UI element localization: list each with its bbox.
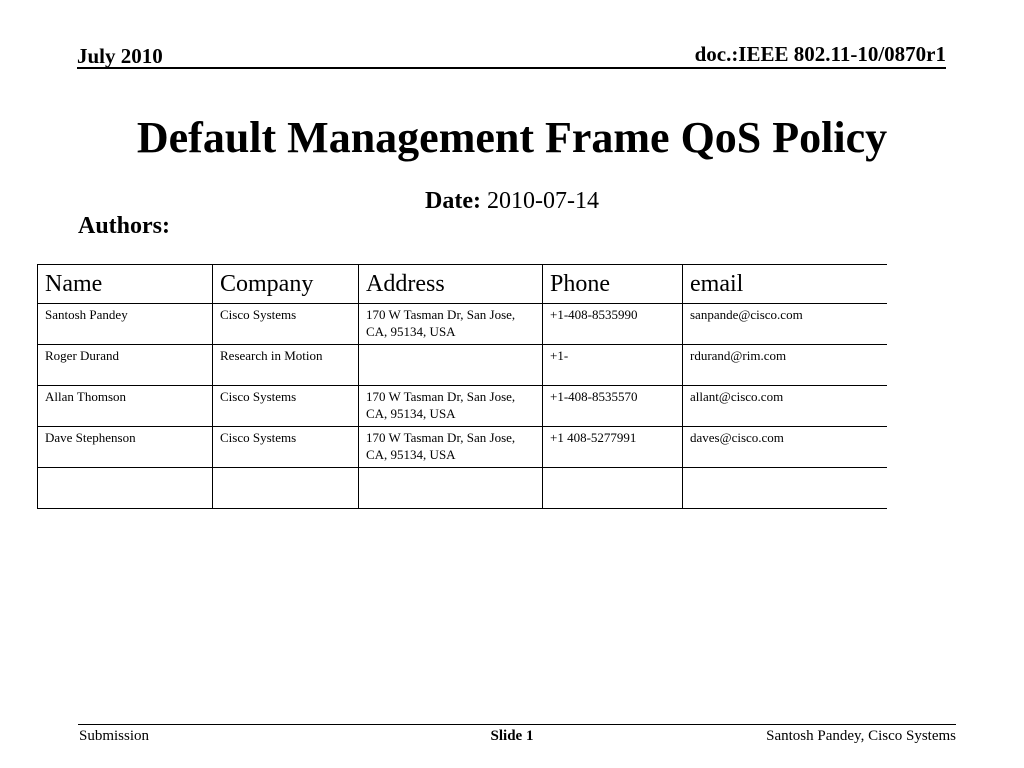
cell-address: 170 W Tasman Dr, San Jose, CA, 95134, USA (359, 386, 543, 427)
cell-phone (543, 468, 683, 509)
table-row (38, 345, 887, 386)
cell-email: rdurand@rim.com (683, 345, 887, 386)
column-header-company: Company (213, 265, 359, 304)
cell-company: Research in Motion (213, 345, 359, 386)
column-header-address: Address (359, 265, 543, 304)
cell-email (683, 468, 887, 509)
footer-divider (78, 724, 956, 725)
authors-table (37, 264, 887, 509)
footer-submission: Submission (79, 728, 150, 744)
slide-title: Default Management Frame QoS Policy (136, 113, 888, 162)
cell-address: 170 W Tasman Dr, San Jose, CA, 95134, USA (359, 304, 543, 345)
cell-name (38, 468, 213, 509)
cell-name: Dave Stephenson (38, 427, 213, 468)
cell-address (359, 345, 543, 386)
document-id: doc.:IEEE 802.11-10/0870r1 (694, 42, 946, 66)
cell-email: sanpande@cisco.com (683, 304, 887, 345)
date-label: Date: (425, 188, 481, 214)
column-header-email: email (683, 265, 887, 304)
table-row (38, 304, 887, 345)
cell-email: daves@cisco.com (683, 427, 887, 468)
cell-company (213, 468, 359, 509)
footer-author: Santosh Pandey, Cisco Systems (766, 728, 956, 744)
cell-company: Cisco Systems (213, 427, 359, 468)
authors-heading: Authors: (78, 213, 171, 239)
column-header-name: Name (38, 265, 213, 304)
cell-address (359, 468, 543, 509)
cell-address: 170 W Tasman Dr, San Jose, CA, 95134, USA (359, 427, 543, 468)
column-header-phone: Phone (543, 265, 683, 304)
cell-name: Roger Durand (38, 345, 213, 386)
table-row (38, 427, 887, 468)
date-value: 2010-07-14 (486, 188, 599, 214)
cell-email: allant@cisco.com (683, 386, 887, 427)
table-row (38, 386, 887, 427)
header-date: July 2010 (77, 44, 163, 68)
cell-company: Cisco Systems (213, 386, 359, 427)
table-header-row (38, 265, 887, 304)
date-line (0, 188, 1024, 215)
cell-company: Cisco Systems (213, 304, 359, 345)
cell-phone: +1-408-8535570 (543, 386, 683, 427)
cell-name: Allan Thomson (38, 386, 213, 427)
cell-phone: +1- (543, 345, 683, 386)
table-row (38, 468, 887, 509)
cell-phone: +1-408-8535990 (543, 304, 683, 345)
footer-slide-number: Slide 1 (490, 728, 534, 744)
cell-name: Santosh Pandey (38, 304, 213, 345)
header-divider (77, 67, 946, 69)
cell-phone: +1 408-5277991 (543, 427, 683, 468)
